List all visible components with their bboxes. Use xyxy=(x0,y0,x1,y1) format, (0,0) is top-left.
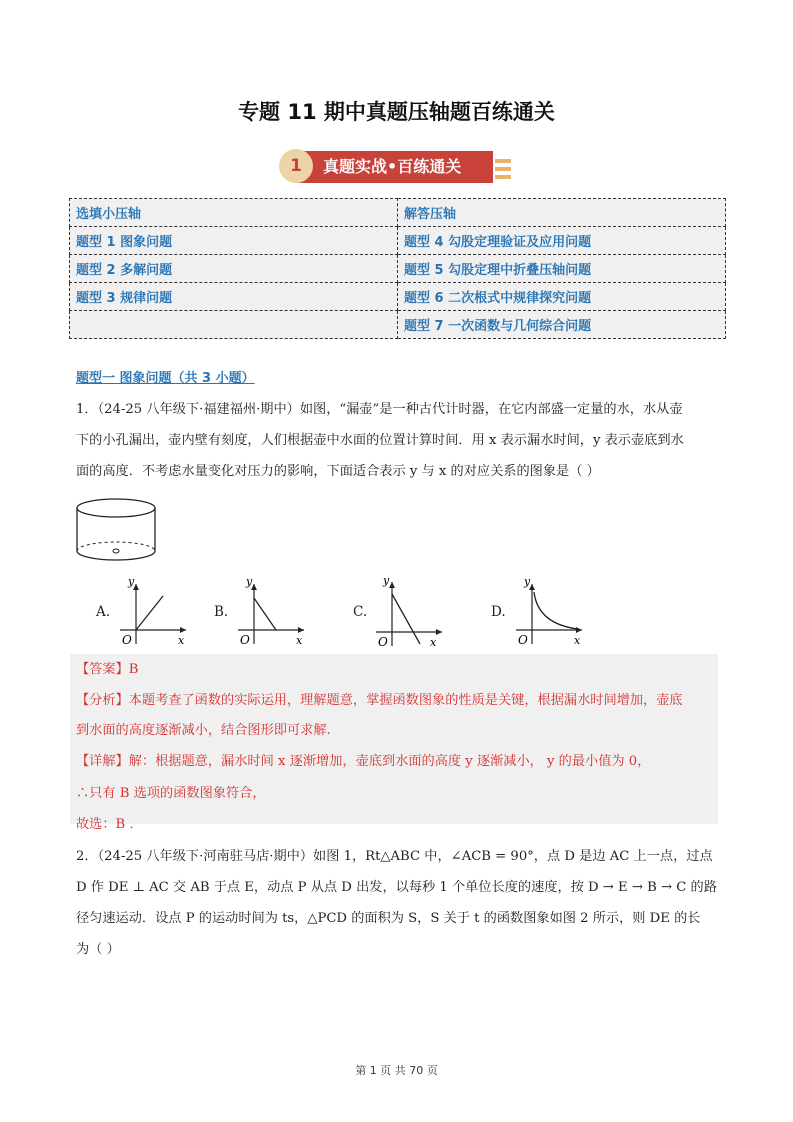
y-axis-label: y xyxy=(383,576,390,587)
y-axis-label: y xyxy=(246,576,253,588)
banner-decoration xyxy=(495,175,511,179)
banner-label: 真题实战•百练通关 xyxy=(323,157,462,176)
x-axis-label: x xyxy=(296,634,303,647)
question-2-line-1: 2．（24-25 八年级下·河南驻马店·期中）如图 1，Rt△ABC 中，∠ACB = 90°，点 D 是边 AC 上一点，过点 xyxy=(76,849,713,864)
conclusion-line: ∴只有 B 选项的函数图象符合， xyxy=(76,786,266,801)
question-2-line-3: 径匀速运动．设点 P 的运动时间为 ts，△PCD 的面积为 S，S 关于 t 的函数图象如图 2 所示，则 DE 的长 xyxy=(76,911,701,926)
option-c-label: C. xyxy=(353,604,368,620)
question-1-line-3: 面的高度．不考虑水量变化对压力的影响，下面适合表示 y 与 x 的对应关系的图象是（ ） xyxy=(76,464,600,479)
table-cell[interactable]: 选填小压轴 xyxy=(70,199,398,227)
table-row xyxy=(70,227,726,255)
page-footer: 第 1 页 共 70 页 xyxy=(355,1064,438,1077)
table-cell[interactable]: 解答压轴 xyxy=(398,199,726,227)
option-d-label: D. xyxy=(491,604,506,620)
x-axis-label: x xyxy=(178,634,185,647)
table-cell xyxy=(70,311,398,339)
y-axis-label: y xyxy=(128,576,135,588)
graph-option-d[interactable] xyxy=(512,576,588,648)
graph-option-a[interactable] xyxy=(116,576,192,648)
x-axis-label: x xyxy=(430,636,437,648)
choice-line: 故选：B ． xyxy=(76,817,143,832)
topic-table xyxy=(69,198,726,339)
table-row xyxy=(70,311,726,339)
option-a-label: A. xyxy=(96,604,111,620)
option-b-label: B. xyxy=(214,604,229,620)
question-2-line-4: 为（ ） xyxy=(76,942,120,957)
analysis-line-2: 到水面的高度逐渐减小，结合图形即可求解. xyxy=(76,723,331,738)
page-title: 专题 11 期中真题压轴题百练通关 xyxy=(238,100,555,124)
table-row xyxy=(70,199,726,227)
table-cell[interactable]: 题型 4 勾股定理验证及应用问题 xyxy=(398,227,726,255)
table-cell[interactable]: 题型 3 规律问题 xyxy=(70,283,398,311)
x-axis-label: x xyxy=(574,634,581,647)
y-axis-label: y xyxy=(524,576,531,588)
section-heading[interactable]: 题型一 图象问题（共 3 小题） xyxy=(76,371,255,386)
banner-decoration xyxy=(495,167,511,171)
question-2-line-2: D 作 DE ⊥ AC 交 AB 于点 E，动点 P 从点 D 出发，以每秒 1 个单位长度的速度，按 D → E → B → C 的路 xyxy=(76,880,717,895)
origin-label: O xyxy=(518,633,528,647)
table-cell[interactable]: 题型 6 二次根式中规律探究问题 xyxy=(398,283,726,311)
graph-option-c[interactable] xyxy=(372,576,448,648)
banner-decoration xyxy=(495,159,511,163)
table-row xyxy=(70,283,726,311)
question-1-line-1: 1．（24-25 八年级下·福建福州·期中）如图，“漏壶”是一种古代计时器，在它内部盛一定量的水，水从壶 xyxy=(76,402,683,417)
graph-option-b[interactable] xyxy=(234,576,310,648)
section-banner xyxy=(279,147,514,187)
analysis-line-1: 【分析】本题考查了函数的实际运用，理解题意，掌握函数图象的性质是关键，根据漏水时间增加，壶底 xyxy=(76,693,683,708)
origin-label: O xyxy=(378,635,388,648)
table-row xyxy=(70,255,726,283)
water-clock-figure xyxy=(74,495,164,567)
table-cell[interactable]: 题型 2 多解问题 xyxy=(70,255,398,283)
detail-line: 【详解】解：根据题意，漏水时间 x 逐渐增加，壶底到水面的高度 y 逐渐减小， y 的最小值为 0， xyxy=(76,754,651,769)
origin-label: O xyxy=(240,633,250,647)
answer-line: 【答案】B xyxy=(76,662,139,677)
table-cell[interactable]: 题型 7 一次函数与几何综合问题 xyxy=(398,311,726,339)
origin-label: O xyxy=(122,633,132,647)
table-cell[interactable]: 题型 1 图象问题 xyxy=(70,227,398,255)
question-1-line-2: 下的小孔漏出，壶内壁有刻度，人们根据壶中水面的位置计算时间．用 x 表示漏水时间，y 表示壶底到水 xyxy=(76,433,684,448)
banner-number: 1 xyxy=(279,149,313,183)
table-cell[interactable]: 题型 5 勾股定理中折叠压轴问题 xyxy=(398,255,726,283)
